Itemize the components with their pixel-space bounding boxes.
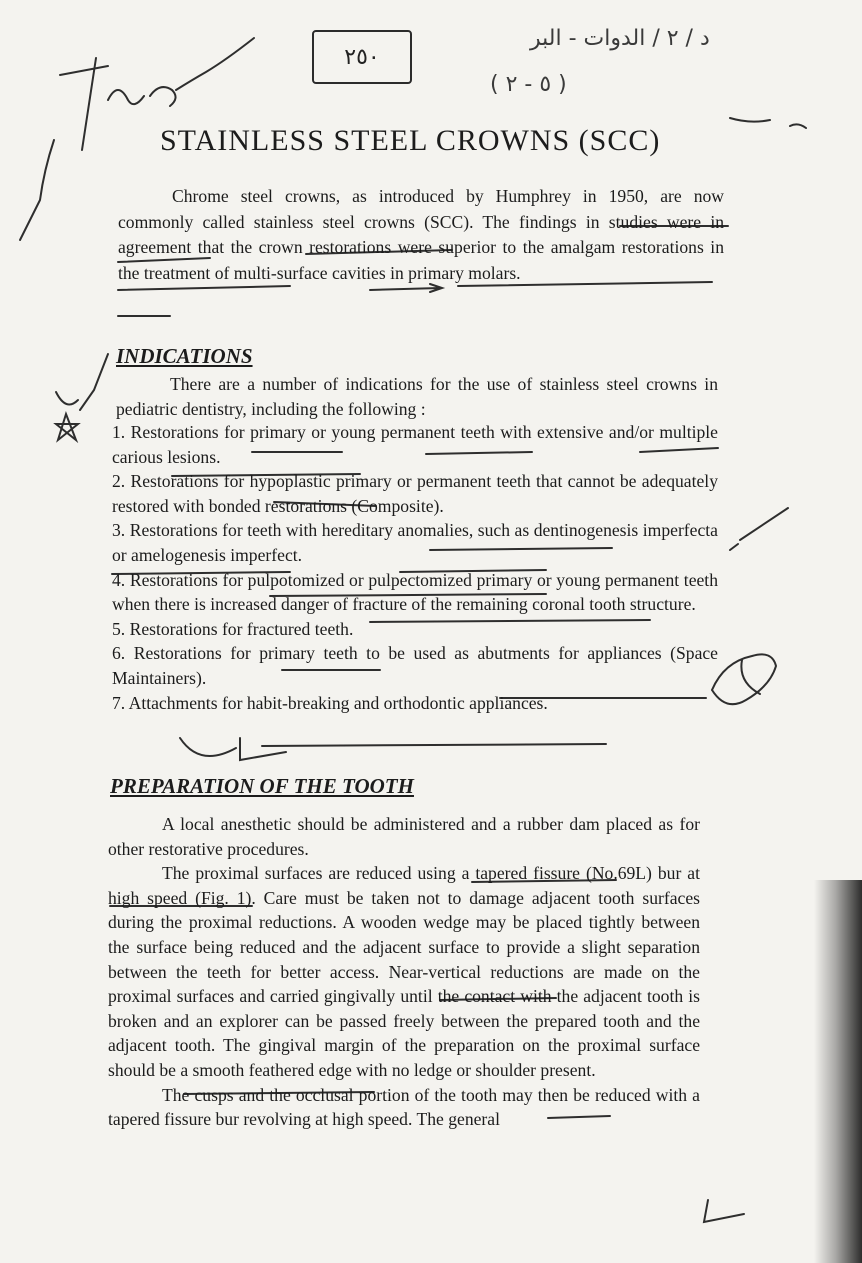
mark-top-right (730, 118, 806, 128)
page-number-box: ٢٥٠ (312, 30, 412, 84)
preparation-paragraph: A local anesthetic should be administered and a rubber dam placed as for other restorative procedures. (108, 814, 700, 859)
mark-bottom-right (704, 1200, 744, 1222)
indication-item: 4. Restorations for pulpotomized or pulpectomized primary or young permanent teeth when there is increased danger of fracture of the remaining coronal tooth structure. (112, 569, 718, 615)
circle-mark (56, 392, 78, 405)
indication-item: 5. Restorations for fractured teeth. (112, 618, 354, 639)
preparation-paragraph: The proximal surfaces are reduced using a tapered fissure (No.69L) bur at high speed (Fig. 1). Care must be taken not to damage adjacent tooth surfaces during the proximal reductions. A wooden wedge may be placed tightly between the surface being reduced and the adjacent surface to provide a slight separation between the teeth for better access. Near-vertical reductions are made on the proximal surfaces and carried gingivally until the contact with the adjacent tooth is broken and an explorer can be passed freely between the prepared tooth and the adjacent tooth. The gingival margin of the preparation on the proximal surface should be a smooth feathered edge with no ledge or shoulder present. (108, 863, 700, 1080)
star-mark (56, 414, 78, 440)
tooth-sketch (712, 654, 776, 704)
scribble-left-margin (20, 140, 54, 240)
scanner-edge-shadow (814, 880, 862, 1263)
indication-item: 6. Restorations for primary teeth to be used as abutments for appliances (Space Maintainers). (112, 643, 718, 688)
underline-habit (262, 744, 606, 746)
arabic-note-line2: ( ٥ - ٢ ) (490, 72, 567, 97)
indication-item: 3. Restorations for teeth with hereditary anomalies, such as dentinogenesis imperfecta or amelogenesis imperfect. (112, 520, 718, 565)
indications-heading: INDICATIONS (116, 344, 253, 368)
check-indications (80, 354, 108, 410)
indication-item: 2. Restorations for hypoplastic primary or permanent teeth that cannot be adequately restored with bonded restorations (Composite). (112, 471, 718, 516)
check-item3 (730, 508, 788, 550)
indication-item: 7. Attachments for habit-breaking and orthodontic appliances. (112, 692, 548, 713)
preparation-heading: PREPARATION OF THE TOOTH (110, 774, 414, 798)
indications-lead: There are a number of indications for the use of stainless steel crowns in pediatric dentistry, including the following : (116, 374, 718, 419)
intro-paragraph: Chrome steel crowns, as introduced by Humphrey in 1950, are now commonly called stainless steel crowns (SCC). The findings in studies were in agreement that the crown restorations were superior to the amalgam restorations in the treatment of multi-surface cavities in primary molars. (118, 186, 724, 283)
underline-amalgam (118, 286, 290, 290)
indication-item: 1. Restorations for primary or young permanent teeth with extensive and/or multiple carious lesions. (112, 422, 718, 467)
arrow-attachments (180, 738, 286, 760)
arabic-note-line1: د / ٢ / الدوات - البر (530, 26, 710, 51)
document-title: STAINLESS STEEL CROWNS (SCC) (160, 124, 661, 157)
preparation-body (108, 812, 700, 1132)
preparation-paragraph: The cusps and the occlusal portion of the tooth may then be reduced with a tapered fissure bur revolving at high speed. The general (108, 1084, 700, 1130)
indications-list (112, 420, 718, 715)
